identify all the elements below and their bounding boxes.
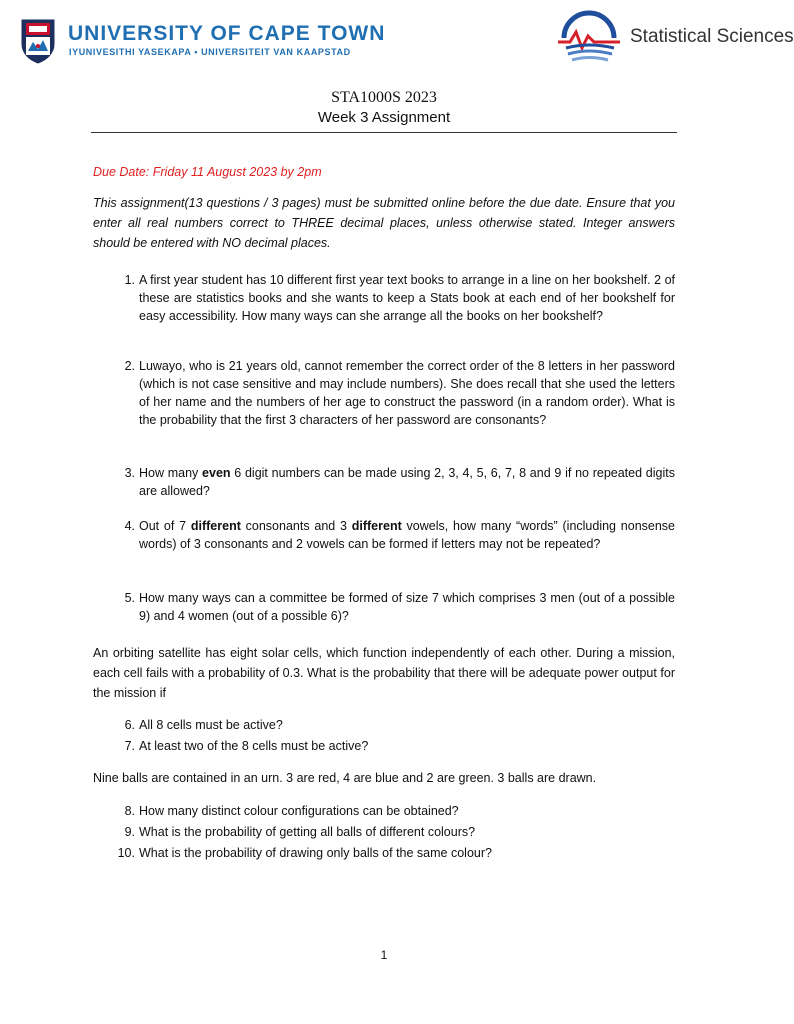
question-number: 6. [124,718,135,732]
page-number: 1 [380,948,388,962]
question-text: At least two of the 8 cells must be active? [139,739,369,753]
question-text [139,464,675,500]
question-text: A first year student has 10 different first year text books to arrange in a line on her bookshelf. 2 of these are statistics books and she wants to keep a Stats book at each end of her bookshelf for easy accessibility. How many ways can she arrange all the books on her bookshelf? [139,273,675,323]
question-text: How many distinct colour configurations can be obtained? [139,804,459,818]
question-text: Luwayo, who is 21 years old, cannot remember the correct order of the 8 letters in her password (which is not case sensitive and may include numbers). She does recall that she used the letters of her name and the numbers of her age to construct the password (in a random order). What is the probability that the first 3 characters of her password are consonants? [139,359,675,427]
text-run: Out of 7 [139,519,191,533]
question-number: 3. [124,466,135,480]
university-subtitle: IYUNIVESITHI YASEKAPA • UNIVERSITEIT VAN KAAPSTAD [69,47,351,57]
question-number: 8. [124,804,135,818]
department-name: Statistical Sciences [630,26,794,47]
due-date: Due Date: Friday 11 August 2023 by 2pm [93,165,322,179]
satellite-paragraph: An orbiting satellite has eight solar cells, which function independently of each other. During a mission, each cell fails with a probability of 0.3. What is the probability that there will be adequate power output for the mission if [93,646,675,700]
question-number: 9. [124,825,135,839]
text-run: 6 digit numbers can be made using 2, 3, 4, 5, 6, 7, 8 and 9 if no repeated digits are allowed? [139,466,675,498]
question-text [139,517,675,553]
title-divider [91,132,677,133]
uct-shield-icon [20,18,56,64]
assignment-title: Week 3 Assignment [317,109,451,126]
text-run: vowels, how many “words” (including nonsense words) of 3 consonants and 2 vowels can be formed if letters may not be repeated? [139,519,675,551]
question-number: 4. [124,519,135,533]
emphasis: different [190,519,241,533]
uct-logo [20,18,386,64]
question-number: 7. [124,739,135,753]
question-text: What is the probability of drawing only balls of the same colour? [139,846,492,860]
question-number: 2. [124,359,135,373]
question-text: All 8 cells must be active? [139,718,283,732]
text-run: consonants and 3 [240,519,352,533]
intro-paragraph: This assignment(13 questions / 3 pages) must be submitted online before the due date. Ensure that you enter all real numbers correct to THREE decimal places, unless otherwise stated. Integer answers should be entered with NO decimal places. [93,196,675,250]
course-title: STA1000S 2023 [331,89,437,106]
question-number: 5. [124,591,135,605]
emphasis: different [351,519,402,533]
question-text: What is the probability of getting all balls of different colours? [139,825,476,839]
university-name: UNIVERSITY OF CAPE TOWN [68,22,386,45]
question-number: 1. [124,273,135,287]
question-text: How many ways can a committee be formed of size 7 which comprises 3 men (out of a possible 9) and 4 women (out of a possible 6)? [139,591,675,623]
emphasis: even [202,466,231,480]
statistical-sciences-logo [556,12,794,66]
text-run: How many [139,466,203,480]
statistical-sciences-emblem-icon [556,12,622,66]
urn-paragraph: Nine balls are contained in an urn. 3 are red, 4 are blue and 2 are green. 3 balls are drawn. [93,771,597,785]
question-number: 10. [117,846,135,860]
